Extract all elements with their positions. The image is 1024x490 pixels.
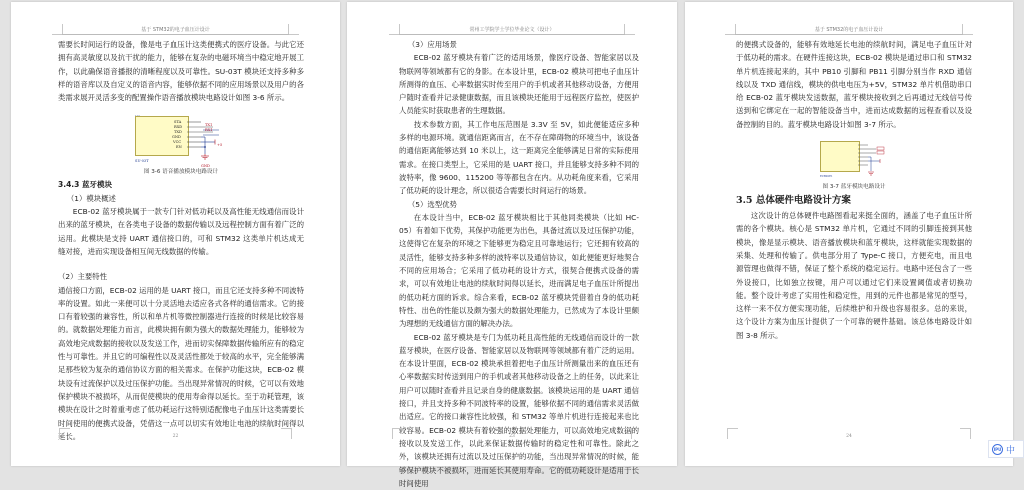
paragraph: 需要长时间运行的设备，像是电子血压计这类便携式的医疗设备。与此它还拥有高灵敏度以及抗干扰的能力，能够在复杂的电磁环境当中稳定地开展工作，以此确保语音播报的清晰程度以及可靠性。SU-03T 模块还支持多种多样的语音库以及自定义的语音内容，能够依据不同的应用场景以及用户的各类需求展开灵活多变的配置操作语音播放模块电路设计如图 3-6 所示。: [58, 40, 304, 103]
pin-label: STA: [174, 120, 182, 125]
ground-label: GND: [201, 164, 210, 169]
section-heading: 3.5 总体硬件电路设计方案: [736, 195, 851, 207]
subsection-heading: （3）应用场景: [407, 40, 457, 49]
part-name: SU-03T: [135, 159, 149, 164]
ime-logo-icon[interactable]: IPU: [992, 444, 1003, 455]
paragraph: 的便携式设备的，能够有效地延长电池的续航时间，满足电子血压计对于低功耗的需求。在硬件连接这块，ECB-02 模块是通过串口和 STM32 单片机连接起来的，其中 PB10 引脚和 PB11 引脚分别当作 RXD 通信线以及 TXD 通信线，模块的供电电压为+5V，STM32 单片机借助串口给 ECB-02 蓝牙模块发送数据，蓝牙模块接收到之后再通过无线信号传送到和它绑定在一起的智能设备当中，进而达成数据的远程查看以及设备控制的目的。蓝牙模块电路设计如图 3-7 所示。: [736, 40, 972, 129]
ic-chip: [820, 141, 860, 172]
ime-toolbar[interactable]: [988, 440, 1024, 458]
margin-corner-mark: [962, 24, 973, 35]
section-heading: 3.4.3 蓝牙模块: [58, 180, 112, 190]
paragraph: ECB-02 蓝牙模块是专门为低功耗且高性能的无线通信而设计的一款蓝牙模块，在医疗设备、智能家居以及物联网等领域都有着广泛的运用。在本设计里面，ECB-02 模块承担着把电子血压计所测量出来的血压还有心率数据实时传送到用户的手机或者其他移动设备之上的任务，以此来让用户可以随时查看并且记录自身的健康数据。该模块运用的是 UART 通信接口，并且支持多种不同波特率的设置，能够依据不同的通信需求灵活做出适应。它的接口兼容性比较强，和 STM32 等单片机进行连接起来也比较容易。ECB-02 模块有着较强的数据处理能力，可以高效地完成数据的接收以及发送工作，以此来保证数据传输时的稳定性和可靠性。除此之外，该模块还拥有过流以及过压保护的功能，当出现异常情况的时候，能够保护模块不被损坏，进而延长其使用寿命。它的低功耗设计是适用于长时间使用: [399, 332, 639, 488]
margin-corner-mark: [288, 24, 299, 35]
paragraph: 技术参数方面，其工作电压范围是 3.3V 至 5V，如此便能适应多种多样的电源环境。就通信距离而言，在不存在障碍物的环境当中，该设备的通信距离能够达到 10 米以上，这一距离完全能够满足日常的实际使用需求。在接口类型上，它采用的是 UART 接口，并且能够支持多种不同的波特率，像 9600、115200 等等都包含在内。从功耗角度来看，它采用了低功耗的设计理念，所以很适合需要长时间运行的场景。: [399, 119, 639, 196]
subsection-heading: （5）选型优势: [407, 199, 457, 209]
pin-label: TXD: [174, 130, 182, 135]
page-number: 22: [172, 434, 179, 439]
pin-label: EN: [176, 145, 182, 150]
margin-corner-mark: [624, 24, 635, 35]
figure-caption: 图 3-7 蓝牙模块电路设计: [822, 184, 886, 191]
schematic-wires: [858, 141, 892, 179]
page-body: [399, 38, 639, 490]
page-header: 常州工学院学士学位毕业论文（设计）: [469, 27, 555, 33]
subsection-heading: （2）主要特性: [58, 272, 108, 282]
document-page-23: [347, 2, 677, 488]
power-label: +5: [217, 143, 223, 148]
page-number: 24: [846, 434, 852, 439]
net-label: RX1: [205, 128, 213, 133]
figure-bluetooth-module-circuit: [816, 137, 892, 181]
figure-voice-module-circuit: [126, 110, 236, 169]
net-label: TX1: [205, 123, 213, 128]
paragraph: 在本设计当中，ECB-02 蓝牙模块相比于其他同类模块（比如 HC-05）有着如下优势，其保护功能更为出色，具备过流以及过压保护功能，这使得它在复杂的环境之下能够更为稳定且可靠地运行；它还拥有较高的灵活性，能够支持多种多样的波特率以及通信协议，如此便能更好地契合不同的应用场合；它采用了低功耗的设计方式，很契合便携式设备的需求，可以有效地让电池的续航时间得以延长，进而满足电子血压计所提出的低功耗方面的诉求。综合来看，ECB-02 蓝牙模块凭借着自身的低功耗特性、出色的性能以及颇为强大的数据处理能力，已然成为了本设计里颇为理想的无线通信方面的解决办法。: [399, 212, 639, 329]
paragraph: 通信接口方面，ECB-02 运用的是 UART 接口，而且它还支持多种不同波特率的设置。如此一来便可以十分灵活地去适应各式各样的通信需求。它的接口有着较强的兼容性，所以和单片机等微控制器进行连接的时候是比较容易的。就数据处理能力而言，此模块拥有颇为强大的数据处理能力，能够较为高效地完成数据的接收以及发送工作，进而切实保障数据传输所应有的稳定性与可靠性。并且它的可编程性以及灵活性都处于较高的水平，完全能够满足那些较为复杂的通信协议方面的相关需求。在保护功能这块，ECB-02 模块设有过流保护以及过压保护功能。当出现异常情况的时候，它可以有效地保护模块不被损坏，从而促使模块的使用寿命得以延长。至于功耗管理，该模块在设计之时着重考虑了低功耗运行这特别适配像电子血压计这类需要长时间使用的便携式设备，凭借这一点可以切实有效地让电池的续航时间得以延长。: [58, 285, 304, 441]
paragraph: ECB-02 蓝牙模块有着广泛的适用场景，像医疗设备、智能家居以及物联网等领域都有它的身影。在本设计里，ECB-02 模块可把电子血压计所测得的血压、心率数据实时传至用户的手机或者其他移动设备，方便用户随时查看并记录健康数据，而且该模块还能用于远程医疗监控，使医护人员能实时获取患者的生理数据。: [399, 53, 639, 116]
subsection-heading: （1）模块概述: [66, 193, 116, 203]
header-divider: [735, 34, 963, 35]
page-body: [736, 38, 972, 342]
pin-label: VCC: [173, 140, 182, 145]
page-number: 23: [509, 434, 515, 439]
ime-language-toggle[interactable]: 中: [1006, 445, 1016, 456]
part-name: ECB02E1: [820, 175, 833, 179]
page-header: 基于 STM32的电子血压计设计: [141, 27, 210, 33]
document-page-24: [685, 2, 1016, 466]
page-body: [58, 38, 304, 443]
header-divider: [62, 34, 289, 35]
paragraph: ECB-02 蓝牙模块属于一款专门针对低功耗以及高性能无线通信而设计出来的蓝牙模块，在各类电子设备的数据传输以及远程控制方面有着广泛的运用。此模块是支持 UART 通信接口的，可和 STM32 这类单片机达成无缝对接，进而实现设备相互间无线数据的传输。: [58, 207, 304, 256]
figure-caption: 图 3-6 语音播放模块电路设计: [143, 169, 219, 176]
page-header: 基于 STM32的电子血压计设计: [814, 27, 884, 33]
header-divider: [399, 34, 625, 35]
paragraph: 这次设计的总体硬件电路图看起来挺全面的，涵盖了电子血压计所需的各个模块。核心是 STM32 单片机，它通过不同的引脚连接到其他模块，像是显示模块、语音播放模块和蓝牙模块，这样就能实现数据的采集、处理和传输了。供电部分用了 Type-C 接口，方便充电，而且电源管理也做得不错，保证了整个系统的稳定运行。电路中还包含了一些外设接口，比如独立按键，用户可以通过它们来设置阈值或者切换功能。整个设计考虑了实用性和稳定性，用到的元件也都是常见的型号，这样一来不仅方便实现功能，后续维护和升级也容易很多。总的来说，这个设计方案为血压计提供了一个可靠的硬件基础。该总体电路设计如图 3-8 所示。: [736, 211, 972, 340]
pin-label: RXD: [174, 125, 183, 130]
document-page-22: [11, 2, 340, 466]
pin-label: GND: [172, 135, 181, 140]
